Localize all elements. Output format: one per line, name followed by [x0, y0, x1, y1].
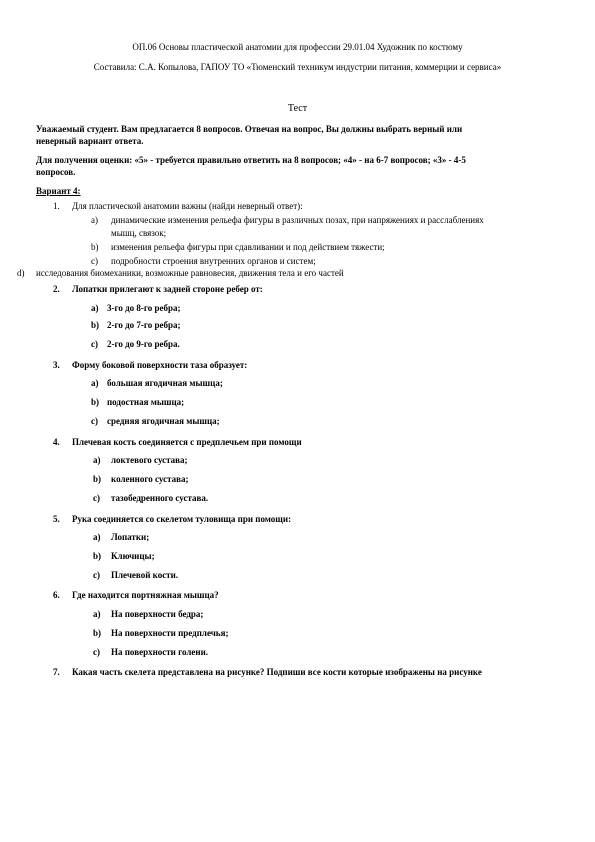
- intro-line-2: неверный вариант ответа.: [36, 136, 144, 146]
- option-text: динамические изменения рельефа фигуры в различных позах, при напряжениях и расслаблениях: [111, 215, 484, 225]
- option-text: Плечевой кости.: [111, 570, 179, 580]
- grading-line-2: вопросов.: [36, 167, 76, 177]
- option-text: коленного сустава;: [111, 474, 189, 484]
- option-marker: a): [93, 532, 101, 542]
- option-text: тазобедренного сустава.: [111, 493, 209, 503]
- option-marker: c): [91, 416, 98, 426]
- question-text: Лопатки прилегают к задней стороне ребер от:: [72, 284, 263, 294]
- question-text: Где находится портняжная мышца?: [72, 590, 219, 600]
- option-text: На поверхности предплечья;: [111, 628, 229, 638]
- variant-heading: Вариант 4:: [36, 186, 81, 196]
- option-marker: b): [93, 474, 102, 484]
- header-author-line: Составила: С.А. Копылова, ГАПОУ ТО «Тюменский техникум индустрии питания, коммерции и сервиса»: [93, 62, 502, 72]
- question-number: 7.: [53, 667, 60, 677]
- option-marker: a): [91, 378, 99, 388]
- option-text: изменения рельефа фигуры при сдавливании и под действием тяжести;: [111, 242, 385, 252]
- option-marker: b): [93, 628, 102, 638]
- intro-line-1: Уважаемый студент. Вам предлагается 8 вопросов. Отвечая на вопрос, Вы должны выбрать верный или: [36, 124, 463, 134]
- option-text: 2-го до 9-го ребра.: [107, 339, 180, 349]
- question-text: Плечевая кость соединяется с предплечьем при помощи: [72, 437, 302, 447]
- option-marker: b): [91, 397, 100, 407]
- option-marker: a): [91, 215, 98, 225]
- option-marker: b): [91, 320, 100, 330]
- question-number: 1.: [53, 201, 60, 211]
- option-marker: a): [91, 303, 99, 313]
- grading-line-1: Для получения оценки: «5» - требуется правильно ответить на 8 вопросов; «4» - на 6-7 вопросов; «3» - 4-5: [36, 155, 466, 165]
- option-text: Ключицы;: [111, 551, 155, 561]
- question-number: 5.: [53, 514, 60, 524]
- option-marker: d): [17, 268, 25, 278]
- option-marker: c): [93, 570, 100, 580]
- option-marker: a): [93, 609, 101, 619]
- option-marker: a): [93, 455, 101, 465]
- option-marker: c): [91, 339, 98, 349]
- question-text: Какая часть скелета представлена на рисунке? Подпиши все кости которые изображены на рисунке: [72, 667, 482, 677]
- option-text: Лопатки;: [111, 532, 150, 542]
- header-course-line: ОП.06 Основы пластической анатомии для профессии 29.01.04 Художник по костюму: [132, 42, 463, 52]
- option-marker: b): [93, 551, 102, 561]
- option-marker: b): [91, 242, 99, 252]
- question-text: Форму боковой поверхности таза образует:: [72, 360, 248, 370]
- option-text: подостная мышца;: [107, 397, 185, 407]
- option-text: На поверхности голени.: [111, 647, 209, 657]
- option-text: локтевого сустава;: [111, 455, 188, 465]
- option-text: На поверхности бедра;: [111, 609, 204, 619]
- question-number: 3.: [53, 360, 60, 370]
- option-text: исследования биомеханики, возможные равновесия, движения тела и его частей: [36, 268, 344, 278]
- option-marker: c): [91, 256, 98, 266]
- option-marker: c): [93, 493, 100, 503]
- option-text: большая ягодичная мышца;: [107, 378, 223, 388]
- option-text: средняя ягодичная мышца;: [107, 416, 220, 426]
- option-text: 2-го до 7-го ребра;: [107, 320, 181, 330]
- question-text: Рука соединяется со скелетом туловища при помощи:: [72, 514, 292, 524]
- question-number: 4.: [53, 437, 60, 447]
- page-title: Тест: [287, 103, 308, 114]
- option-text: 3-го до 8-го ребра;: [107, 303, 181, 313]
- option-text-continuation: мышц, связок;: [111, 228, 167, 238]
- option-marker: c): [93, 647, 100, 657]
- question-number: 2.: [53, 284, 60, 294]
- question-number: 6.: [53, 590, 60, 600]
- option-text: подробности строения внутренних органов и систем;: [111, 256, 316, 266]
- question-text: Для пластической анатомии важны (найди неверный ответ):: [72, 201, 303, 211]
